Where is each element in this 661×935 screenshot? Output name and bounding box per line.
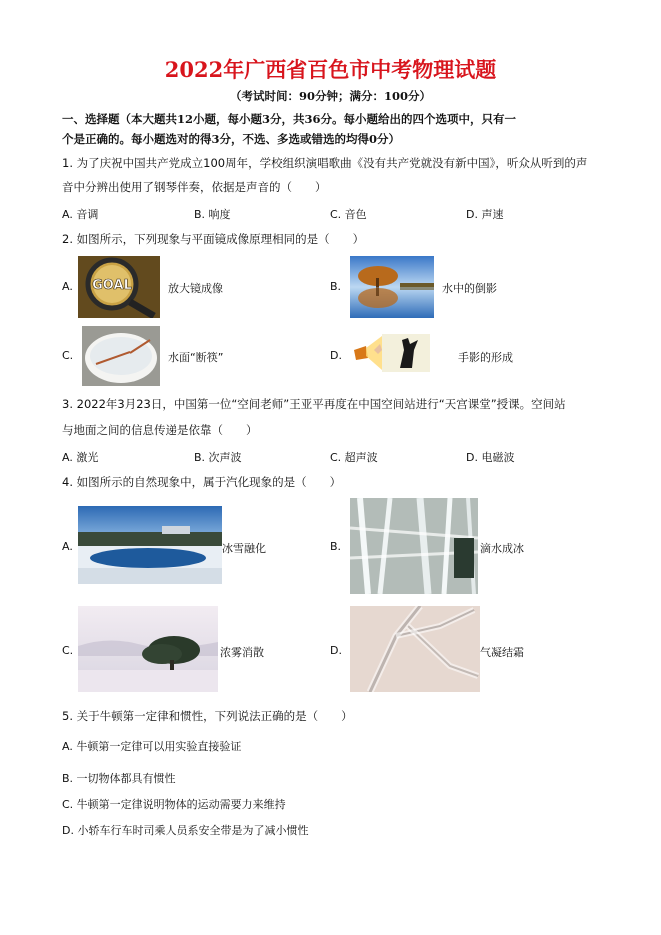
q3-option-a: A. 激光 [62,451,99,464]
q1-option-d: D. 声速 [466,208,504,221]
q3-option-d: D. 电磁波 [466,451,515,464]
q3-stem-line2: 与地面之间的信息传递是依靠（ ） [62,423,258,437]
q4-c-image [78,606,218,692]
q4-a-letter: A. [62,540,73,553]
q1-option-a: A. 音调 [62,208,99,221]
q5-option-d: D. 小轿车行车时司乘人员系安全带是为了减小惯性 [62,824,309,837]
section-heading-line1: 一、选择题（本大题共12小题，每小题3分，共36分。每小题给出的四个选项中，只有一 [62,112,517,126]
q4-d-caption: 气凝结霜 [480,646,524,659]
q5-option-a: A. 牛顿第一定律可以用实验直接验证 [62,740,242,753]
q4-b-letter: B. [330,540,342,553]
q1-stem-line2: 音中分辨出使用了钢琴伴奏，依据是声音的（ ） [62,180,327,194]
q4-a-image [78,506,222,584]
q2-b-letter: B. [330,280,342,293]
q2-a-letter: A. [62,280,73,293]
q2-b-image [350,256,434,318]
q5-option-c: C. 牛顿第一定律说明物体的运动需要力来维持 [62,798,286,811]
goal-badge: GOAL [92,278,132,293]
q2-a-caption: 放大镜成像 [168,282,223,295]
q4-c-letter: C. [62,644,74,657]
q5-stem: 5. 关于牛顿第一定律和惯性，下列说法正确的是（ ） [62,709,353,723]
q1-option-b: B. 响度 [194,208,231,221]
q4-d-letter: D. [330,644,342,657]
q3-option-b: B. 次声波 [194,451,242,464]
exam-info: （考试时间：90分钟；满分：100分） [229,89,431,103]
q2-c-letter: C. [62,349,74,362]
q1-option-c: C. 音色 [330,208,367,221]
q3-option-c: C. 超声波 [330,451,378,464]
q4-d-image [350,606,480,692]
q4-b-image [350,498,478,594]
q2-a-image [78,256,160,318]
q5-option-b: B. 一切物体都具有惯性 [62,772,176,785]
q4-c-caption: 浓雾消散 [220,646,264,659]
q2-d-image [352,328,432,378]
q2-d-letter: D. [330,349,342,362]
q2-stem: 2. 如图所示，下列现象与平面镜成像原理相同的是（ ） [62,232,365,246]
q2-c-caption: 水面“断筷” [168,351,224,364]
q2-d-caption: 手影的形成 [458,351,513,364]
q3-stem-line1: 3. 2022年3月23日，中国第一位“空间老师”王亚平再度在中国空间站进行“天宫课堂”授课。空间站 [62,397,566,411]
q1-stem-line1: 1. 为了庆祝中国共产党成立100周年，学校组织演唱歌曲《没有共产党就没有新中国》，听众从听到的声 [62,156,588,170]
q2-c-image [82,326,160,386]
section-heading-line2: 个是正确的。每小题选对的得3分，不选、多选或错选的均得0分） [62,132,400,146]
q4-a-caption: 冰雪融化 [222,542,266,555]
q4-stem: 4. 如图所示的自然现象中，属于汽化现象的是（ ） [62,475,342,489]
q2-b-caption: 水中的倒影 [442,282,497,295]
q4-b-caption: 滴水成冰 [480,542,524,555]
page-title: 2022年广西省百色市中考物理试题 [164,57,497,82]
